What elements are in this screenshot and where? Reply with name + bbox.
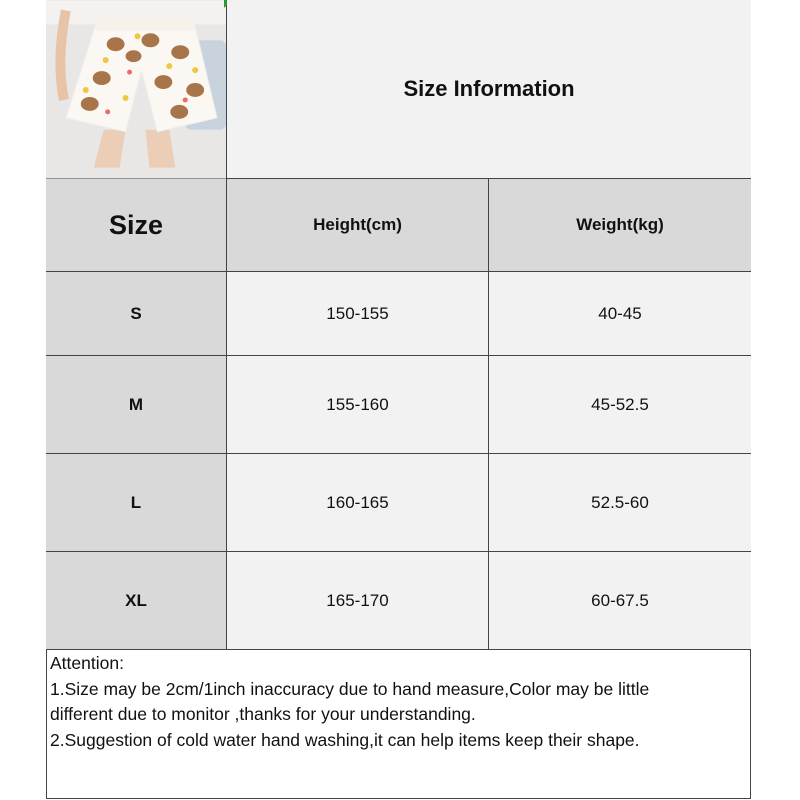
weight-cell: 52.5-60 [489,454,751,552]
header-height: Height(cm) [227,179,489,272]
header-size: Size [46,179,227,272]
weight-cell: 45-52.5 [489,356,751,454]
size-cell: S [46,272,227,356]
height-cell: 160-165 [227,454,489,552]
notes-line-1b: different due to monitor ,thanks for your understanding. [50,704,476,724]
header-weight: Weight(kg) [489,179,751,272]
height-cell: 150-155 [227,272,489,356]
weight-cell: 60-67.5 [489,552,751,650]
notes-line-1a: 1.Size may be 2cm/1inch inaccuracy due to hand measure,Color may be little [50,678,650,699]
notes-heading: Attention: [50,653,124,673]
size-cell: L [46,454,227,552]
page-title: Size Information [227,0,751,179]
attention-notes [50,651,746,753]
notes-line-2: 2.Suggestion of cold water hand washing,it can help items keep their shape. [50,729,640,750]
size-cell: XL [46,552,227,650]
weight-cell: 40-45 [489,272,751,356]
height-cell: 165-170 [227,552,489,650]
product-photo [46,0,227,179]
shorts-image [46,0,226,179]
height-cell: 155-160 [227,356,489,454]
size-cell: M [46,356,227,454]
